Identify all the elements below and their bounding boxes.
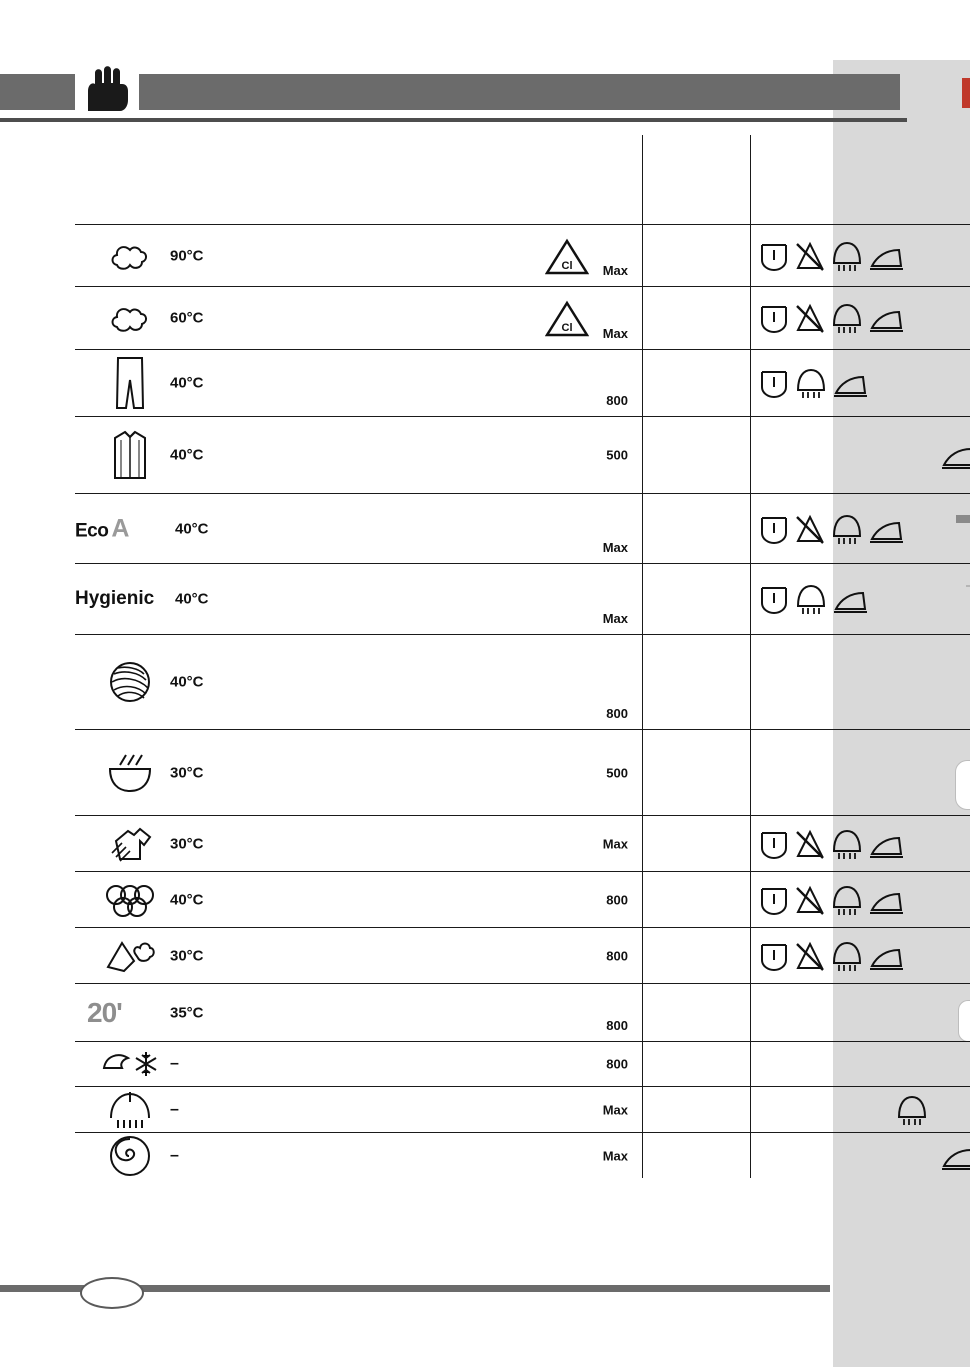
cell-detergent <box>642 1133 750 1178</box>
cell-care-symbols <box>750 564 970 634</box>
mixed-load-icon <box>85 937 175 975</box>
table-row <box>75 1086 970 1132</box>
cell-detergent <box>642 494 750 563</box>
cell-care-symbols <box>750 225 970 286</box>
wash-tub-icon <box>759 240 789 272</box>
cell-care-symbols <box>750 635 970 729</box>
tumble-dry-icon <box>795 366 827 400</box>
cell-programme <box>75 928 642 983</box>
iron-icon <box>941 439 970 471</box>
table-row <box>75 729 970 815</box>
programme-temperature: 90°C <box>170 247 204 264</box>
cell-care-symbols <box>750 928 970 983</box>
cell-detergent <box>642 417 750 493</box>
care-symbol-group <box>759 512 905 546</box>
cell-programme <box>75 1133 642 1178</box>
wash-tub-icon <box>759 513 789 545</box>
header-cell-care <box>750 135 970 224</box>
shirt-icon <box>85 428 175 482</box>
iron-icon <box>869 513 905 545</box>
cell-detergent <box>642 816 750 871</box>
cell-programme <box>75 1087 642 1132</box>
tumble-dry-icon <box>831 512 863 546</box>
hand-icon <box>75 60 139 120</box>
cell-programme <box>75 635 642 729</box>
cell-care-symbols <box>750 494 970 563</box>
cell-detergent <box>642 1042 750 1086</box>
care-symbol-group <box>896 1093 928 1127</box>
spin-speed: Max <box>602 326 628 341</box>
do-not-bleach-icon <box>795 940 825 972</box>
cell-detergent <box>642 564 750 634</box>
table-row <box>75 286 970 349</box>
cell-programme <box>75 287 642 349</box>
spin-speed: 800 <box>606 948 628 963</box>
cell-care-symbols <box>750 1042 970 1086</box>
do-not-bleach-icon <box>795 828 825 860</box>
page-oval-marker <box>80 1277 144 1309</box>
rinse-snowflake-icon <box>85 1048 175 1080</box>
tumble-dry-icon <box>831 827 863 861</box>
spin-speed: 800 <box>606 1056 628 1072</box>
programme-temperature: 40°C <box>170 891 204 908</box>
sports-rings-icon <box>85 881 175 919</box>
table-row <box>75 563 970 634</box>
programme-temperature: 60°C <box>170 309 204 327</box>
cotton-icon <box>85 298 175 338</box>
cell-detergent <box>642 872 750 927</box>
header-cell-detergent <box>642 135 750 224</box>
chlorine-bleach-icon <box>545 299 589 337</box>
cell-programme <box>75 872 642 927</box>
table-row <box>75 1041 970 1086</box>
care-symbol-group <box>759 883 905 917</box>
cell-programme <box>75 1042 642 1086</box>
tumble-dry-icon <box>831 883 863 917</box>
cell-detergent <box>642 225 750 286</box>
iron-icon <box>833 583 869 615</box>
iron-icon <box>869 884 905 916</box>
side-tab-red <box>962 78 970 108</box>
tumble-dry-icon <box>795 582 827 616</box>
do-not-bleach-icon <box>795 302 825 334</box>
cell-programme <box>75 564 642 634</box>
cell-detergent <box>642 350 750 416</box>
cell-detergent <box>642 984 750 1041</box>
care-symbol-group <box>941 1140 970 1172</box>
table-row <box>75 634 970 729</box>
table-row <box>75 927 970 983</box>
svg-text:Cl: Cl <box>561 322 573 334</box>
wash-tub-icon <box>759 302 789 334</box>
wash-tub-icon <box>759 828 789 860</box>
programme-table <box>75 135 970 1178</box>
table-row <box>75 871 970 927</box>
spin-speed: 800 <box>606 706 628 721</box>
delicates-icon <box>85 823 175 865</box>
do-not-bleach-icon <box>795 240 825 272</box>
iron-icon <box>869 828 905 860</box>
hygienic-text: Hygienic <box>75 588 155 609</box>
table-row <box>75 224 970 286</box>
cell-programme <box>75 494 642 563</box>
programme-temperature: 40°C <box>175 520 209 537</box>
programme-temperature: – <box>170 1055 179 1072</box>
wash-tub-icon <box>759 583 789 615</box>
spin-speed: Max <box>602 1148 628 1163</box>
care-symbol-group <box>759 827 905 861</box>
cell-detergent <box>642 635 750 729</box>
table-header-row <box>75 135 970 224</box>
iron-icon <box>941 1140 970 1172</box>
cell-care-symbols <box>750 417 970 493</box>
drain-spiral-icon <box>85 1135 175 1177</box>
wash-tub-icon <box>759 367 789 399</box>
iron-icon <box>833 367 869 399</box>
cell-care-symbols <box>750 287 970 349</box>
spin-speed: 800 <box>606 1018 628 1033</box>
care-symbol-group <box>759 301 905 335</box>
eco-text: Eco <box>75 520 109 541</box>
table-row <box>75 1132 970 1178</box>
trousers-icon <box>85 355 175 411</box>
cell-detergent <box>642 928 750 983</box>
tumble-dry-icon <box>831 239 863 273</box>
spin-speed: Max <box>602 836 628 851</box>
programme-temperature: – <box>170 1100 179 1118</box>
hand-wash-icon <box>85 753 175 793</box>
spin-dry-icon <box>85 1090 175 1130</box>
table-row <box>75 815 970 871</box>
cell-programme <box>75 816 642 871</box>
tumble-dry-icon <box>831 939 863 973</box>
header-divider <box>0 118 907 122</box>
spin-speed: Max <box>602 1102 628 1117</box>
programme-temperature: 30°C <box>170 947 204 964</box>
cell-programme <box>75 225 642 286</box>
do-not-bleach-icon <box>795 884 825 916</box>
tumble-dry-icon <box>831 301 863 335</box>
programme-temperature: 30°C <box>170 835 204 852</box>
care-symbol-group <box>759 366 869 400</box>
programme-temperature: 40°C <box>170 673 204 691</box>
wash-tub-icon <box>759 884 789 916</box>
care-symbol-group <box>759 239 905 273</box>
cell-detergent <box>642 287 750 349</box>
cell-care-symbols <box>750 872 970 927</box>
cell-detergent <box>642 1087 750 1132</box>
programme-temperature: 35°C <box>170 1004 204 1021</box>
twenty-minute-text: 20' <box>87 996 122 1028</box>
spin-speed: 800 <box>606 892 628 907</box>
cell-care-symbols <box>750 816 970 871</box>
spin-speed: 500 <box>606 765 628 780</box>
table-row <box>75 983 970 1041</box>
cell-care-symbols <box>750 1133 970 1178</box>
programme-temperature: 30°C <box>170 764 204 781</box>
cell-programme <box>75 417 642 493</box>
cell-detergent <box>642 730 750 815</box>
cell-care-symbols <box>750 984 970 1041</box>
spin-speed: Max <box>602 611 628 626</box>
do-not-bleach-icon <box>795 513 825 545</box>
header-cell-programme <box>75 135 642 224</box>
svg-text:Cl: Cl <box>561 259 573 272</box>
spin-speed: Max <box>602 540 628 555</box>
programme-temperature: – <box>170 1146 179 1164</box>
wool-icon <box>85 660 175 704</box>
cotton-icon <box>85 236 175 276</box>
iron-icon <box>869 940 905 972</box>
wash-tub-icon <box>759 940 789 972</box>
table-row <box>75 416 970 493</box>
programme-temperature: 40°C <box>175 590 209 608</box>
cell-programme <box>75 984 642 1041</box>
table-row <box>75 349 970 416</box>
cell-care-symbols <box>750 1087 970 1132</box>
page-side-band-top <box>833 0 970 60</box>
table-body <box>75 224 970 1178</box>
programme-temperature: 40°C <box>170 446 204 464</box>
spin-speed: 800 <box>606 393 628 408</box>
cell-programme <box>75 730 642 815</box>
iron-icon <box>869 240 905 272</box>
iron-icon <box>869 302 905 334</box>
spin-speed: 500 <box>606 447 628 463</box>
care-symbol-group <box>759 582 869 616</box>
care-symbol-group <box>759 939 905 973</box>
spin-speed: Max <box>602 263 628 278</box>
energy-class-badge: A <box>111 514 130 542</box>
care-symbol-group <box>941 439 970 471</box>
cell-care-symbols <box>750 730 970 815</box>
cell-care-symbols <box>750 350 970 416</box>
table-row <box>75 493 970 563</box>
tumble-dry-icon <box>896 1093 928 1127</box>
programme-temperature: 40°C <box>170 374 204 392</box>
cell-programme <box>75 350 642 416</box>
chlorine-bleach-icon <box>545 237 589 275</box>
